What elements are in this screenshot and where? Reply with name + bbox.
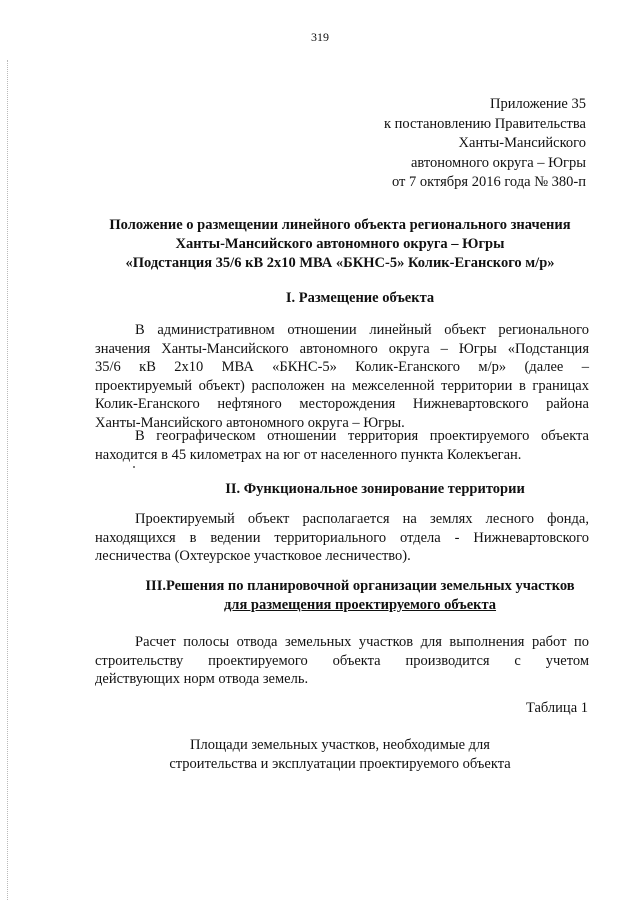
section-3-heading-line: для размещения проектируемого объекта [223,597,497,613]
section-3-heading-line: III.Решения по планировочной организации земельных участков [145,578,575,594]
scan-edge-line [7,60,9,900]
appendix-line: Приложение 35 [490,96,586,112]
appendix-line: Ханты-Мансийского [458,135,586,151]
table-label: Таблица 1 [525,700,588,716]
document-title [90,216,590,273]
section-1-paragraph-2 [95,427,589,464]
scan-speck [133,466,135,468]
section-1-heading: I. Размещение объекта [285,290,435,306]
paragraph-line: В административном отношении линейный объект регионального [135,322,589,338]
section-2-heading: II. Функциональное зонирование территории [225,481,525,497]
paragraph-line: В географическом отношении территория проектируемого объекта [135,428,589,444]
paragraph-line: Расчет полосы отвода земельных участков для выполнения работ по [135,634,589,650]
page-number: 319 [311,30,329,44]
paragraph-line: находящихся в ведении территориального отдела - Нижневартовского [95,529,589,546]
section-2-paragraph [95,510,589,566]
paragraph-line: находится в 45 километрах на юг от населенного пункта Колекъеган. [95,446,522,463]
paragraph-line: действующих норм отвода земель. [95,671,309,687]
paragraph-line: Проектируемый объект располагается на землях лесного фонда, [135,511,589,527]
paragraph-line: Ханты-Мансийского автономного округа – Югры. [95,414,405,431]
appendix-reference [384,95,586,193]
appendix-line: к постановлению Правительства [384,115,586,132]
title-line: Ханты-Мансийского автономного округа – Югры [175,236,505,252]
table-caption-line: Площади земельных участков, необходимые для [190,737,490,753]
section-1-paragraph-1 [95,321,589,432]
paragraph-line: 35/6 кВ 2х10 МВА «БКНС-5» Колик-Еганского м/р» (далее – [95,359,589,375]
paragraph-line: проектируемый объект) расположен на межселенной территории в границах [95,377,589,394]
section-3-heading [110,577,610,615]
paragraph-line: Колик-Еганского нефтяного месторождения Нижневартовского района [95,396,589,412]
paragraph-line: значения Ханты-Мансийского автономного округа – Югры «Подстанция [95,340,589,357]
appendix-line: автономного округа – Югры [410,154,586,171]
appendix-line: от 7 октября 2016 года № 380-п [391,174,586,190]
section-3-paragraph [95,633,589,689]
table-caption [100,736,580,774]
title-line: Положение о размещении линейного объекта регионального значения [109,217,571,233]
paragraph-line: строительству проектируемого объекта производится с учетом [95,652,589,669]
table-caption-line: строительства и эксплуатации проектируемого объекта [169,756,511,772]
title-line: «Подстанция 35/6 кВ 2х10 МВА «БКНС-5» Колик-Еганского м/р» [125,255,555,271]
paragraph-line: лесничества (Охтеурское участковое лесничество). [95,548,411,564]
